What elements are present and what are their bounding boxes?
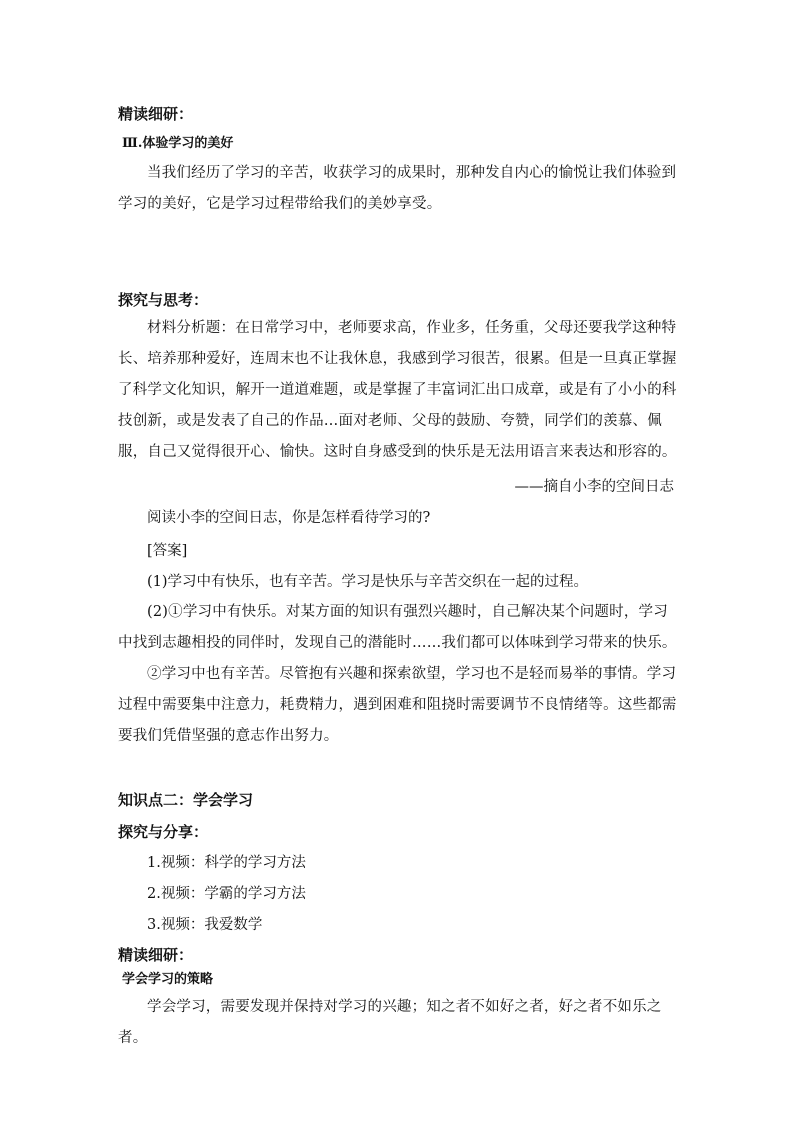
video-item-3: 3.视频：我爱数学: [147, 917, 263, 933]
section-heading-study: 精读细研：: [118, 105, 194, 123]
paragraph-learning-strategy: 学会学习，需要发现并保持对学习的兴趣；知之者不如好之者，好之者不如乐之者。: [118, 999, 662, 1046]
answer-item-1: (1)学习中有快乐，也有辛苦。学习是快乐与辛苦交织在一起的过程。: [147, 574, 589, 590]
section-heading-explore-think: 探究与思考：: [118, 291, 209, 309]
knowledge-point-heading: 知识点二：学会学习: [118, 791, 254, 809]
video-item-2: 2.视频：学霸的学习方法: [147, 886, 306, 902]
answer-item-3: ②学习中也有辛苦。尽管抱有兴趣和探索欲望，学习也不是轻而易举的事情。学习过程中需要集中注意力，耗费精力，遇到困难和阻挠时需要调节不良情绪等。这些都需要我们凭借坚强的意志作出努力。: [118, 666, 677, 744]
question-text: 阅读小李的空间日志，你是怎样看待学习的?: [147, 510, 431, 526]
subheading-experience-beauty: Ⅲ.体验学习的美好: [122, 136, 234, 151]
material-analysis-paragraph: 材料分析题：在日常学习中，老师要求高，作业多，任务重，父母还要我学这种特长、培养那种爱好，连周末也不让我休息，我感到学习很苦，很累。但是一旦真正掌握了科学文化知识，解开一道道难题，或是掌握了丰富词汇出口成章，或是有了小小的科技创新，或是发表了自己的作品…面对老师、父母的鼓励、夸赞，同学们的羡慕、佩服，自己又觉得很开心、愉快。这时自身感受到的快乐是无法用语言来表达和形容的。: [118, 320, 677, 460]
subheading-learning-strategy: 学会学习的策略: [122, 972, 214, 987]
paragraph-beauty-of-learning: 当我们经历了学习的辛苦，收获学习的成果时，那种发自内心的愉悦让我们体验到学习的美好，它是学习过程带给我们的美妙享受。: [118, 165, 677, 212]
answer-item-2: (2)①学习中有快乐。对某方面的知识有强烈兴趣时，自己解决某个问题时，学习中找到志趣相投的同伴时，发现自己的潜能时……我们都可以体味到学习带来的快乐。: [118, 604, 677, 651]
video-item-1: 1.视频：科学的学习方法: [147, 855, 306, 871]
section-heading-study-2: 精读细研：: [118, 946, 194, 964]
source-signature: ——摘自小李的空间日志: [514, 479, 674, 495]
section-heading-explore-share: 探究与分享：: [118, 823, 209, 841]
answer-label: [答案]: [147, 543, 188, 559]
